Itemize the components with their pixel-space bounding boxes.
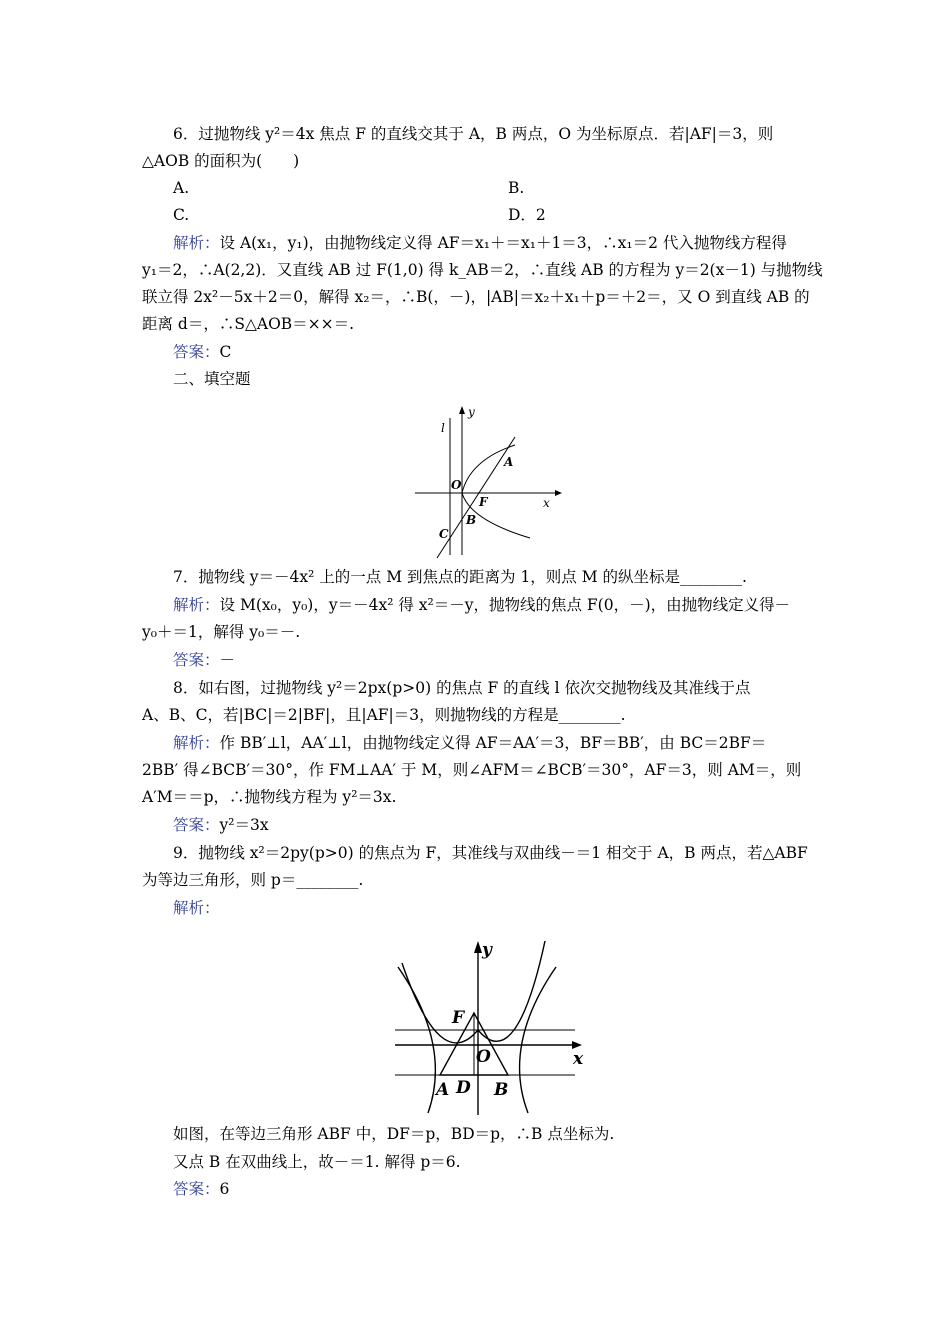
q6-answer-label: 答案： xyxy=(173,343,220,361)
q9-solution-line1: 如图，在等边三角形 ABF 中，DF＝p，BD＝p，∴B 点坐标为. xyxy=(173,1125,615,1143)
fig2-label-d: D xyxy=(456,1078,471,1098)
q9-stem-line2: 为等边三角形，则 p＝________. xyxy=(142,871,364,889)
q6-answer: C xyxy=(219,343,232,361)
q9-stem-line1: 9．抛物线 x²＝2py(p>0) 的焦点为 F，其准线与双曲线－＝1 相交于 A，B 两点，若△ABF xyxy=(173,844,808,862)
q6-solution-line4: 距离 d＝，∴S△AOB＝××＝. xyxy=(142,315,355,333)
fig1-label-a: A xyxy=(504,455,514,469)
q6-stem-line2: △AOB 的面积为( ) xyxy=(142,152,300,170)
q7-solution-text1: 设 M(x₀，y₀)，y＝－4x² 得 x²＝－y，抛物线的焦点 F(0，－)，由抛物线定义得－ xyxy=(219,596,791,614)
q6-option-b: B. xyxy=(508,179,525,197)
q7-answer: － xyxy=(219,651,236,669)
q8-answer-label: 答案： xyxy=(173,816,220,834)
fig1-label-o: O xyxy=(451,478,462,492)
q6-solution-line3: 联立得 2x²－5x＋2＝0，解得 x₂＝，∴B(，－)，|AB|＝x₂＋x₁＋p＝＋2＝，又 O 到直线 AB 的 xyxy=(142,288,810,306)
fig2-x-arrow xyxy=(572,1041,582,1049)
q8-solution-line1 xyxy=(173,732,766,754)
section-heading: 二、填空题 xyxy=(173,370,251,388)
q8-solution-line3: A′M＝＝p，∴抛物线方程为 y²＝3x. xyxy=(142,788,397,806)
fig2-y-arrow xyxy=(474,941,482,953)
q6-solution-line1 xyxy=(173,232,787,254)
q6-solution-label: 解析： xyxy=(173,234,220,252)
q7-answer-label: 答案： xyxy=(173,651,220,669)
fig2-label-o: O xyxy=(476,1047,491,1067)
q9-solution-label: 解析： xyxy=(173,899,220,917)
fig2-label-b: B xyxy=(494,1080,509,1100)
fig2-label-f: F xyxy=(452,1008,465,1028)
q9-answer-line xyxy=(173,1178,229,1200)
q8-answer-line xyxy=(173,814,269,836)
fig1-label-l: l xyxy=(441,421,445,435)
q7-solution-line1 xyxy=(173,594,790,616)
q8-stem-line1: 8．如右图，过抛物线 y²＝2px(p>0) 的焦点 F 的直线 l 依次交抛物线及其准线于点 xyxy=(173,679,751,697)
fig1-label-c: C xyxy=(439,527,449,541)
q6-option-d: D．2 xyxy=(508,206,546,224)
q7-answer-line xyxy=(173,649,235,671)
q7-solution-line2: y₀＋＝1，解得 y₀＝－. xyxy=(142,623,301,641)
q6-solution-text1: 设 A(x₁，y₁)，由抛物线定义得 AF＝x₁＋＝x₁＋1＝3，∴x₁＝2 代入抛物线方程得 xyxy=(219,234,787,252)
q6-option-a: A. xyxy=(173,179,190,197)
q7-solution-label: 解析： xyxy=(173,596,220,614)
fig2-label-y: y xyxy=(482,940,492,960)
fig2-label-x: x xyxy=(573,1049,584,1069)
q9-answer: 6 xyxy=(219,1180,230,1198)
q7-stem: 7．抛物线 y＝－4x² 上的一点 M 到焦点的距离为 1，则点 M 的纵坐标是________. xyxy=(173,568,747,586)
q8-stem-line2: A、B、C，若|BC|＝2|BF|，且|AF|＝3，则抛物线的方程是________. xyxy=(142,706,626,724)
fig1-x-arrow xyxy=(555,490,562,496)
fig1-y-arrow xyxy=(459,406,465,414)
q8-solution-text1: 作 BB′⊥l，AA′⊥l，由抛物线定义得 AF＝AA′＝3，BF＝BB′，由 BC＝2BF＝ xyxy=(219,734,767,752)
fig1-label-x: x xyxy=(543,496,550,510)
figure-parabola-line xyxy=(415,400,565,560)
q8-solution-line2: 2BB′ 得∠BCB′＝30°，作 FM⊥AA′ 于 M，则∠AFM＝∠BCB′＝30°，AF＝3，则 AM＝，则 xyxy=(142,761,802,779)
q6-answer-line xyxy=(173,341,231,363)
q6-stem-line1: 6．过抛物线 y²＝4x 焦点 F 的直线交其于 A，B 两点，O 为坐标原点．若|AF|＝3，则 xyxy=(173,125,774,143)
q9-solution-line2: 又点 B 在双曲线上，故－＝1. 解得 p＝6. xyxy=(173,1153,461,1171)
fig2-label-a: A xyxy=(436,1080,450,1100)
q9-answer-label: 答案： xyxy=(173,1180,220,1198)
fig1-label-y: y xyxy=(468,405,475,419)
q8-answer: y²＝3x xyxy=(219,816,269,834)
q8-solution-label: 解析： xyxy=(173,734,220,752)
q6-option-c: C. xyxy=(173,206,190,224)
fig2-hyperbola-left xyxy=(398,967,435,1113)
fig1-label-b: B xyxy=(466,513,477,527)
fig1-label-f: F xyxy=(479,495,488,509)
q6-solution-line2: y₁＝2，∴A(2,2)．又直线 AB 过 F(1,0) 得 k_AB＝2，∴直线 AB 的方程为 y＝2(x－1) 与抛物线 xyxy=(142,261,823,279)
figure-parabola-hyperbola xyxy=(390,935,590,1120)
fig2-hyperbola-right xyxy=(520,967,556,1113)
